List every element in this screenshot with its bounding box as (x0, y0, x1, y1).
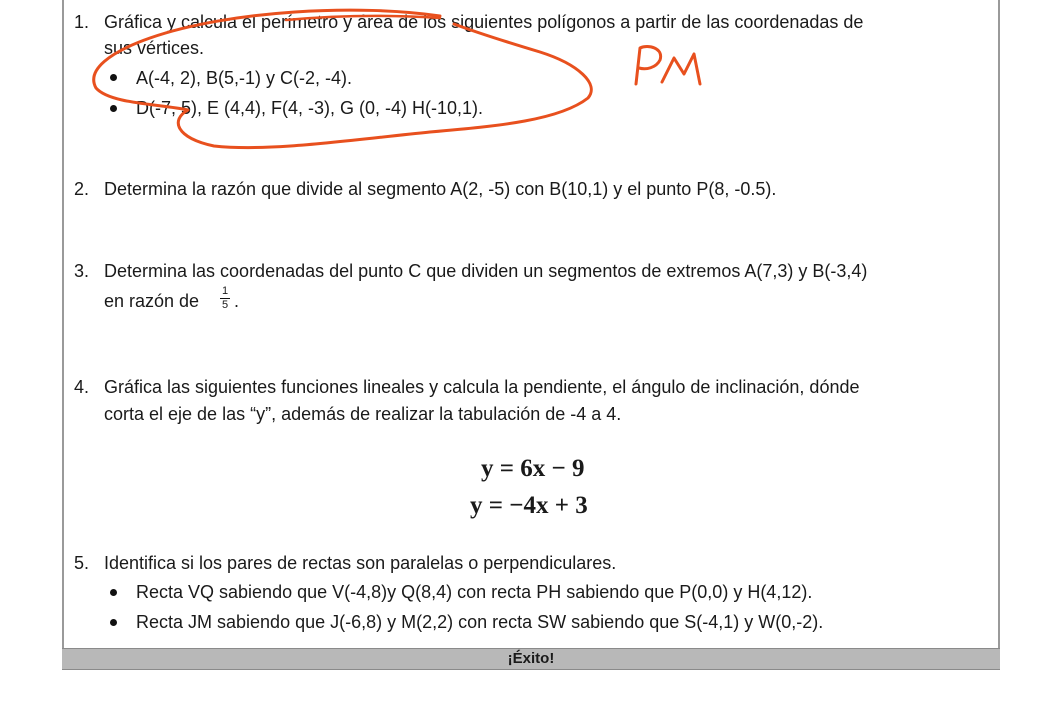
q1-number: 1. (74, 12, 90, 32)
q4-text-line1: Gráfica las siguientes funciones lineales y calcula la pendiente, el ángulo de inclinación, dónde (104, 377, 860, 397)
q3-ratio-fraction (220, 286, 230, 311)
footer-text: ¡Éxito! (507, 650, 555, 667)
q3-text-line1: Determina las coordenadas del punto C que dividen un segmentos de extremos A(7,3) y B(-3,4) (104, 261, 868, 281)
footer-bar (62, 648, 1000, 670)
q1-text-line2: sus vértices. (104, 38, 205, 58)
q4-equation1: y = 6x − 9 (481, 455, 585, 482)
q3-text-line2: en razón de (104, 291, 200, 311)
q3-ratio-numerator: 1 (221, 285, 229, 297)
q4-number: 4. (74, 377, 90, 397)
q1-text-line1: Gráfica y calcula el perímetro y área de los siguientes polígonos a partir de las coordenadas de (104, 12, 864, 32)
q5-bullet1-dot (110, 589, 117, 596)
q5-bullet2-text: Recta JM sabiendo que J(-6,8) y M(2,2) con recta SW sabiendo que S(-4,1) y W(0,-2). (136, 612, 824, 632)
q2-number: 2. (74, 179, 90, 199)
q3-ratio-denominator: 5 (221, 299, 229, 311)
q1-bullet2-text: D(-7, 5), E (4,4), F(4, -3), G (0, -4) H(-10,1). (136, 98, 484, 118)
q1-bullet2-dot (110, 105, 117, 112)
q1-bullet1-dot (110, 74, 117, 81)
q4-text-line2: corta el eje de las “y”, además de realizar la tabulación de -4 a 4. (104, 404, 622, 424)
q5-number: 5. (74, 553, 90, 573)
q4-equation2: y = −4x + 3 (470, 492, 588, 519)
q2-text-line1: Determina la razón que divide al segmento A(2, -5) con B(10,1) y el punto P(8, -0.5). (104, 179, 777, 199)
q5-text-line1: Identifica si los pares de rectas son paralelas o perpendiculares. (104, 553, 617, 573)
q5-bullet1-text: Recta VQ sabiendo que V(-4,8)y Q(8,4) con recta PH sabiendo que P(0,0) y H(4,12). (136, 582, 813, 602)
q3-number: 3. (74, 261, 90, 281)
q5-bullet2-dot (110, 619, 117, 626)
q3-ratio-period: . (234, 291, 240, 311)
q1-bullet1-text: A(-4, 2), B(5,-1) y C(-2, -4). (136, 68, 353, 88)
